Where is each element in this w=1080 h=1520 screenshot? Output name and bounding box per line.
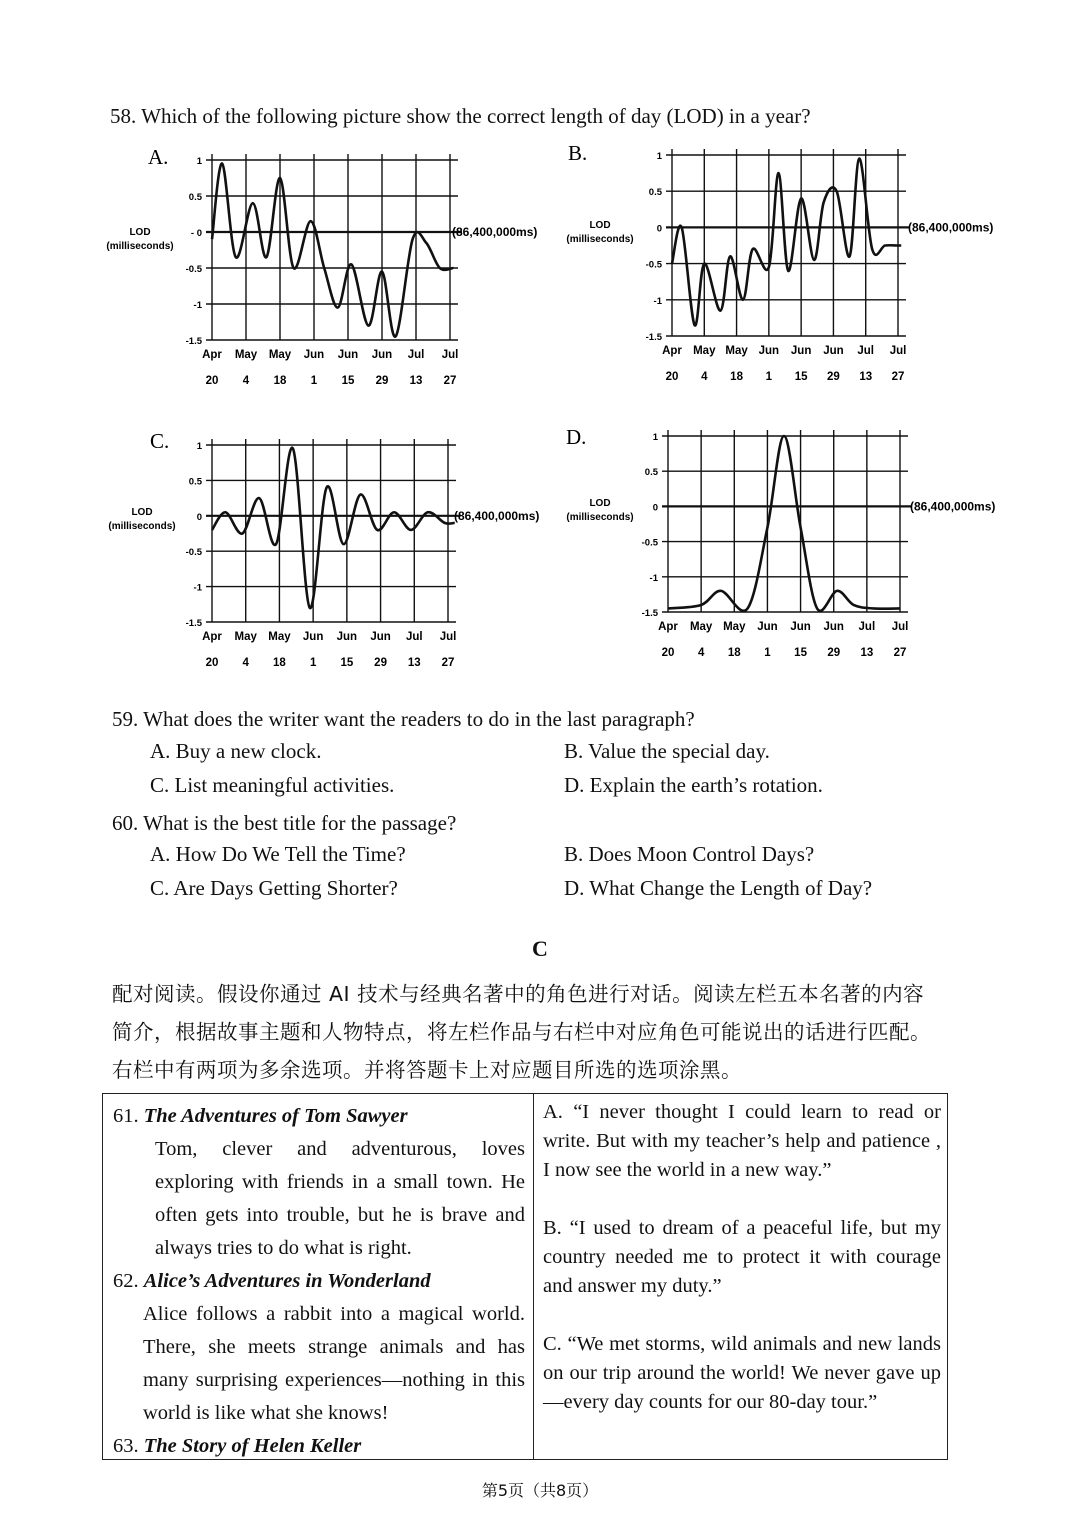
q59-option-c: C. List meaningful activities. xyxy=(150,773,395,797)
x-tick-month: Jun xyxy=(303,349,325,361)
reference-label: (86,400,000ms) xyxy=(908,220,994,235)
y-tick-label: 0 xyxy=(196,511,202,523)
reference-label: (86,400,000ms) xyxy=(910,499,996,514)
x-tick-day: 18 xyxy=(727,647,741,659)
x-tick-day: 29 xyxy=(374,657,387,669)
x-tick-month: May xyxy=(268,631,291,643)
x-tick-day: 27 xyxy=(891,371,905,383)
x-tick-month: May xyxy=(723,621,746,633)
q59-option-d: D. Explain the earth’s rotation. xyxy=(564,773,823,797)
y-axis-label-unit: (milliseconds) xyxy=(566,512,634,523)
right-column xyxy=(543,1098,941,1446)
q60-option-a: A. How Do We Tell the Time? xyxy=(150,842,406,866)
x-tick-month: Jun xyxy=(302,631,324,643)
q59-option-b: B. Value the special day. xyxy=(564,739,770,763)
y-axis-label-unit: (milliseconds) xyxy=(566,234,634,245)
x-tick-day: 20 xyxy=(665,371,679,383)
x-tick-month: Apr xyxy=(202,631,222,643)
item-61-description: Tom, clever and adventurous, loves exploring with friends in a small town. He often gets into trouble, but he is brave and always tries to do what is right. xyxy=(155,1138,525,1259)
lod-series-line xyxy=(212,164,453,337)
item-62-heading xyxy=(113,1265,525,1298)
y-tick-label: 1 xyxy=(196,441,202,452)
chart-b xyxy=(560,140,1030,385)
panel-label: A. xyxy=(148,145,169,169)
right-option-c: C. “We met storms, wild animals and new lands on our trip around the world! We never gave up—every day counts for our 80-day tour.” xyxy=(543,1333,941,1413)
y-tick-label: 1 xyxy=(196,156,202,167)
x-tick-month: Jul xyxy=(889,345,907,357)
x-tick-month: Jun xyxy=(790,345,812,357)
y-tick-label: -0.5 xyxy=(645,259,662,271)
x-tick-month: Apr xyxy=(662,345,682,357)
x-tick-day: 1 xyxy=(764,647,771,659)
x-tick-month: Jun xyxy=(758,345,780,357)
x-tick-day: 1 xyxy=(765,371,773,383)
x-tick-day: 20 xyxy=(205,375,219,385)
y-axis-label-unit: (milliseconds) xyxy=(108,521,176,532)
x-tick-month: Apr xyxy=(202,349,222,361)
y-tick-label: -1 xyxy=(653,295,662,307)
y-tick-label: 0 xyxy=(652,502,658,514)
x-tick-month: Jun xyxy=(370,631,391,643)
right-option-b: B. “I used to dream of a peaceful life, but my country needed me to protect it with courage and answer my duty.” xyxy=(543,1217,941,1297)
panel-label: D. xyxy=(566,425,587,449)
y-axis-label: LOD xyxy=(131,507,153,518)
x-tick-day: 29 xyxy=(375,375,389,385)
x-tick-day: 1 xyxy=(309,657,317,669)
x-tick-day: 4 xyxy=(701,371,708,383)
x-tick-month: May xyxy=(234,631,257,643)
x-tick-day: 4 xyxy=(242,657,249,669)
x-tick-month: Jun xyxy=(757,621,778,633)
y-tick-label: 0 xyxy=(656,223,662,235)
x-tick-month: Jul xyxy=(857,345,875,357)
chart-c-svg xyxy=(100,425,560,675)
x-tick-month: Jul xyxy=(407,349,425,361)
x-tick-month: May xyxy=(268,349,292,361)
y-tick-label: - 0 xyxy=(190,228,202,239)
y-tick-label: -1.5 xyxy=(641,608,658,619)
chart-d xyxy=(560,420,1030,670)
x-tick-month: Jun xyxy=(823,621,844,633)
q60-option-b: B. Does Moon Control Days? xyxy=(564,842,815,866)
y-tick-label: 0.5 xyxy=(644,467,658,479)
y-tick-label: 1 xyxy=(652,432,658,443)
section-heading: C xyxy=(532,936,548,961)
chart-b-svg xyxy=(560,140,1030,385)
panel-label: B. xyxy=(568,141,588,165)
x-tick-month: Jul xyxy=(405,631,423,643)
x-tick-day: 27 xyxy=(893,647,907,659)
item-62-description: Alice follows a rabbit into a magical world. There, she meets strange animals and has many surprising experiences—nothing in this world is like what she knows! xyxy=(143,1303,525,1424)
y-tick-label: -1.5 xyxy=(185,618,202,629)
chart-c xyxy=(100,425,560,675)
item-number: 63. xyxy=(113,1435,144,1457)
x-tick-month: Jun xyxy=(790,621,811,633)
y-axis-label: LOD xyxy=(589,220,611,231)
left-column xyxy=(113,1100,525,1463)
y-tick-label: -1 xyxy=(193,582,202,594)
y-tick-label: -1.5 xyxy=(645,332,662,343)
y-tick-label: 1 xyxy=(656,151,662,162)
chart-a xyxy=(100,140,560,385)
lod-series-line xyxy=(668,436,900,611)
question-58: 58. Which of the following picture show the correct length of day (LOD) in a year? xyxy=(110,104,811,128)
lod-series-line xyxy=(212,448,455,608)
y-tick-label: -1 xyxy=(193,300,202,311)
y-tick-label: -1 xyxy=(649,572,658,584)
q60-option-c: C. Are Days Getting Shorter? xyxy=(150,876,398,900)
x-tick-day: 15 xyxy=(340,657,354,669)
panel-label: C. xyxy=(150,429,170,453)
reference-label: (86,400,000ms) xyxy=(454,508,540,523)
x-tick-month: Jul xyxy=(441,349,459,361)
x-tick-month: Jul xyxy=(858,621,876,633)
y-axis-label: LOD xyxy=(589,498,611,509)
page-footer: 第5页（共8页） xyxy=(481,1481,599,1500)
x-tick-month: Jun xyxy=(823,345,844,357)
x-tick-month: Apr xyxy=(658,621,678,633)
x-tick-month: Jun xyxy=(336,631,358,643)
x-tick-day: 1 xyxy=(310,375,318,385)
y-tick-label: -0.5 xyxy=(185,264,202,275)
question-59: 59. What does the writer want the readers to do in the last paragraph? xyxy=(112,707,695,731)
gridlines xyxy=(666,149,910,336)
x-tick-day: 13 xyxy=(407,657,421,669)
x-tick-day: 18 xyxy=(273,657,286,669)
item-63-heading xyxy=(113,1430,525,1463)
section-intro: 配对阅读。假设你通过 AI 技术与经典名著中的角色进行对话。阅读左栏五本名著的内容简介，根据故事主题和人物特点，将左栏作品与右栏中对应角色可能说出的话进行匹配。右栏中有两项为多余选项。并将答题卡上对应题目所选的选项涂黑。 xyxy=(112,982,931,1082)
y-axis-label: LOD xyxy=(129,227,151,238)
item-61-heading xyxy=(113,1100,525,1133)
x-tick-day: 13 xyxy=(860,647,874,659)
x-tick-month: May xyxy=(689,621,713,633)
y-tick-label: 0.5 xyxy=(188,476,202,488)
x-tick-day: 20 xyxy=(205,657,219,669)
q60-option-d: D. What Change the Length of Day? xyxy=(564,876,873,900)
x-tick-day: 20 xyxy=(661,647,675,659)
x-tick-day: 15 xyxy=(341,375,355,385)
right-option-a: A. “I never thought I could learn to read or write. But with my teacher’s help and patience , I now see the world in a new way.” xyxy=(543,1101,941,1181)
x-tick-day: 4 xyxy=(242,375,250,385)
reference-label: (86,400,000ms) xyxy=(452,225,538,239)
x-tick-day: 29 xyxy=(827,371,840,383)
x-tick-month: May xyxy=(725,345,748,357)
item-number: 62. xyxy=(113,1270,144,1292)
x-tick-month: Jul xyxy=(439,631,457,643)
matching-table xyxy=(102,1093,948,1460)
question-60: 60. What is the best title for the passage? xyxy=(112,811,457,835)
x-tick-day: 18 xyxy=(273,375,287,385)
x-tick-month: May xyxy=(693,345,716,357)
x-tick-day: 13 xyxy=(859,371,873,383)
x-tick-day: 15 xyxy=(794,371,808,383)
x-tick-month: Jun xyxy=(371,349,393,361)
x-tick-day: 27 xyxy=(441,657,455,669)
y-tick-label: -0.5 xyxy=(641,537,658,549)
item-number: 61. xyxy=(113,1105,144,1127)
x-tick-day: 29 xyxy=(827,647,841,659)
work-title: The Story of Helen Keller xyxy=(143,1435,362,1457)
q59-option-a: A. Buy a new clock. xyxy=(150,739,322,763)
y-tick-label: -0.5 xyxy=(185,547,202,559)
x-tick-month: Jul xyxy=(891,621,909,633)
chart-d-svg xyxy=(560,420,1030,670)
x-tick-month: Jun xyxy=(337,349,359,361)
column-divider xyxy=(533,1094,534,1459)
y-axis-label-unit: (milliseconds) xyxy=(106,241,174,252)
y-tick-label: -1.5 xyxy=(185,336,202,347)
x-tick-day: 13 xyxy=(409,375,423,385)
x-tick-day: 27 xyxy=(443,375,457,385)
work-title: Alice’s Adventures in Wonderland xyxy=(143,1270,431,1292)
x-tick-day: 15 xyxy=(794,647,807,659)
chart-a-svg xyxy=(100,140,560,385)
x-tick-month: May xyxy=(234,349,258,361)
gridlines xyxy=(206,154,462,340)
work-title: The Adventures of Tom Sawyer xyxy=(143,1105,408,1127)
gridlines xyxy=(662,430,912,612)
y-tick-label: 0.5 xyxy=(648,187,662,199)
x-tick-day: 4 xyxy=(697,647,705,659)
y-tick-label: 0.5 xyxy=(188,192,202,203)
x-tick-day: 18 xyxy=(730,371,743,383)
